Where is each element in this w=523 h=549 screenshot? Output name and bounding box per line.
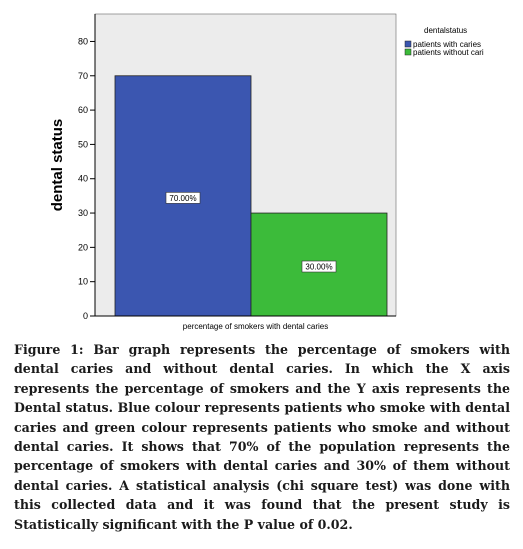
legend-swatch (405, 41, 411, 47)
legend-entry: patients without cari (413, 48, 484, 57)
data-label: 70.00% (169, 193, 197, 203)
y-tick-label: 30 (77, 208, 88, 219)
y-tick-label: 60 (77, 105, 88, 116)
y-axis-label: dental status (49, 118, 66, 212)
legend (405, 26, 484, 57)
legend-swatch (405, 49, 411, 55)
data-label: 30.00% (305, 262, 333, 272)
y-tick-label: 0 (82, 311, 88, 321)
y-tick-label: 40 (77, 173, 88, 184)
legend-entry: patients with caries (413, 40, 482, 49)
figure-caption: Figure 1: Bar graph represents the percentage of smokers with dental caries and without dental caries. In which the X axis represents the percentage of smokers and the Y axis represents the Dental status. Blue colour represents patients who smoke with dental caries and green colour represents patients who smoke and without dental caries. It shows that 70% of the population represents the percentage of smokers with dental caries and 30% of them without dental caries. A statistical analysis (chi square test) was done with this collected data and it was found that the present study is Statistically significant with the P value of 0.02. (14, 342, 510, 532)
y-tick-label: 10 (77, 276, 88, 287)
legend-title: dentalstatus (424, 26, 468, 35)
y-tick-label: 70 (77, 70, 88, 81)
x-axis-label: percentage of smokers with dental caries (182, 322, 329, 331)
y-tick-label: 50 (77, 139, 88, 150)
y-tick-label: 20 (77, 242, 88, 253)
y-tick-label: 80 (77, 36, 88, 47)
